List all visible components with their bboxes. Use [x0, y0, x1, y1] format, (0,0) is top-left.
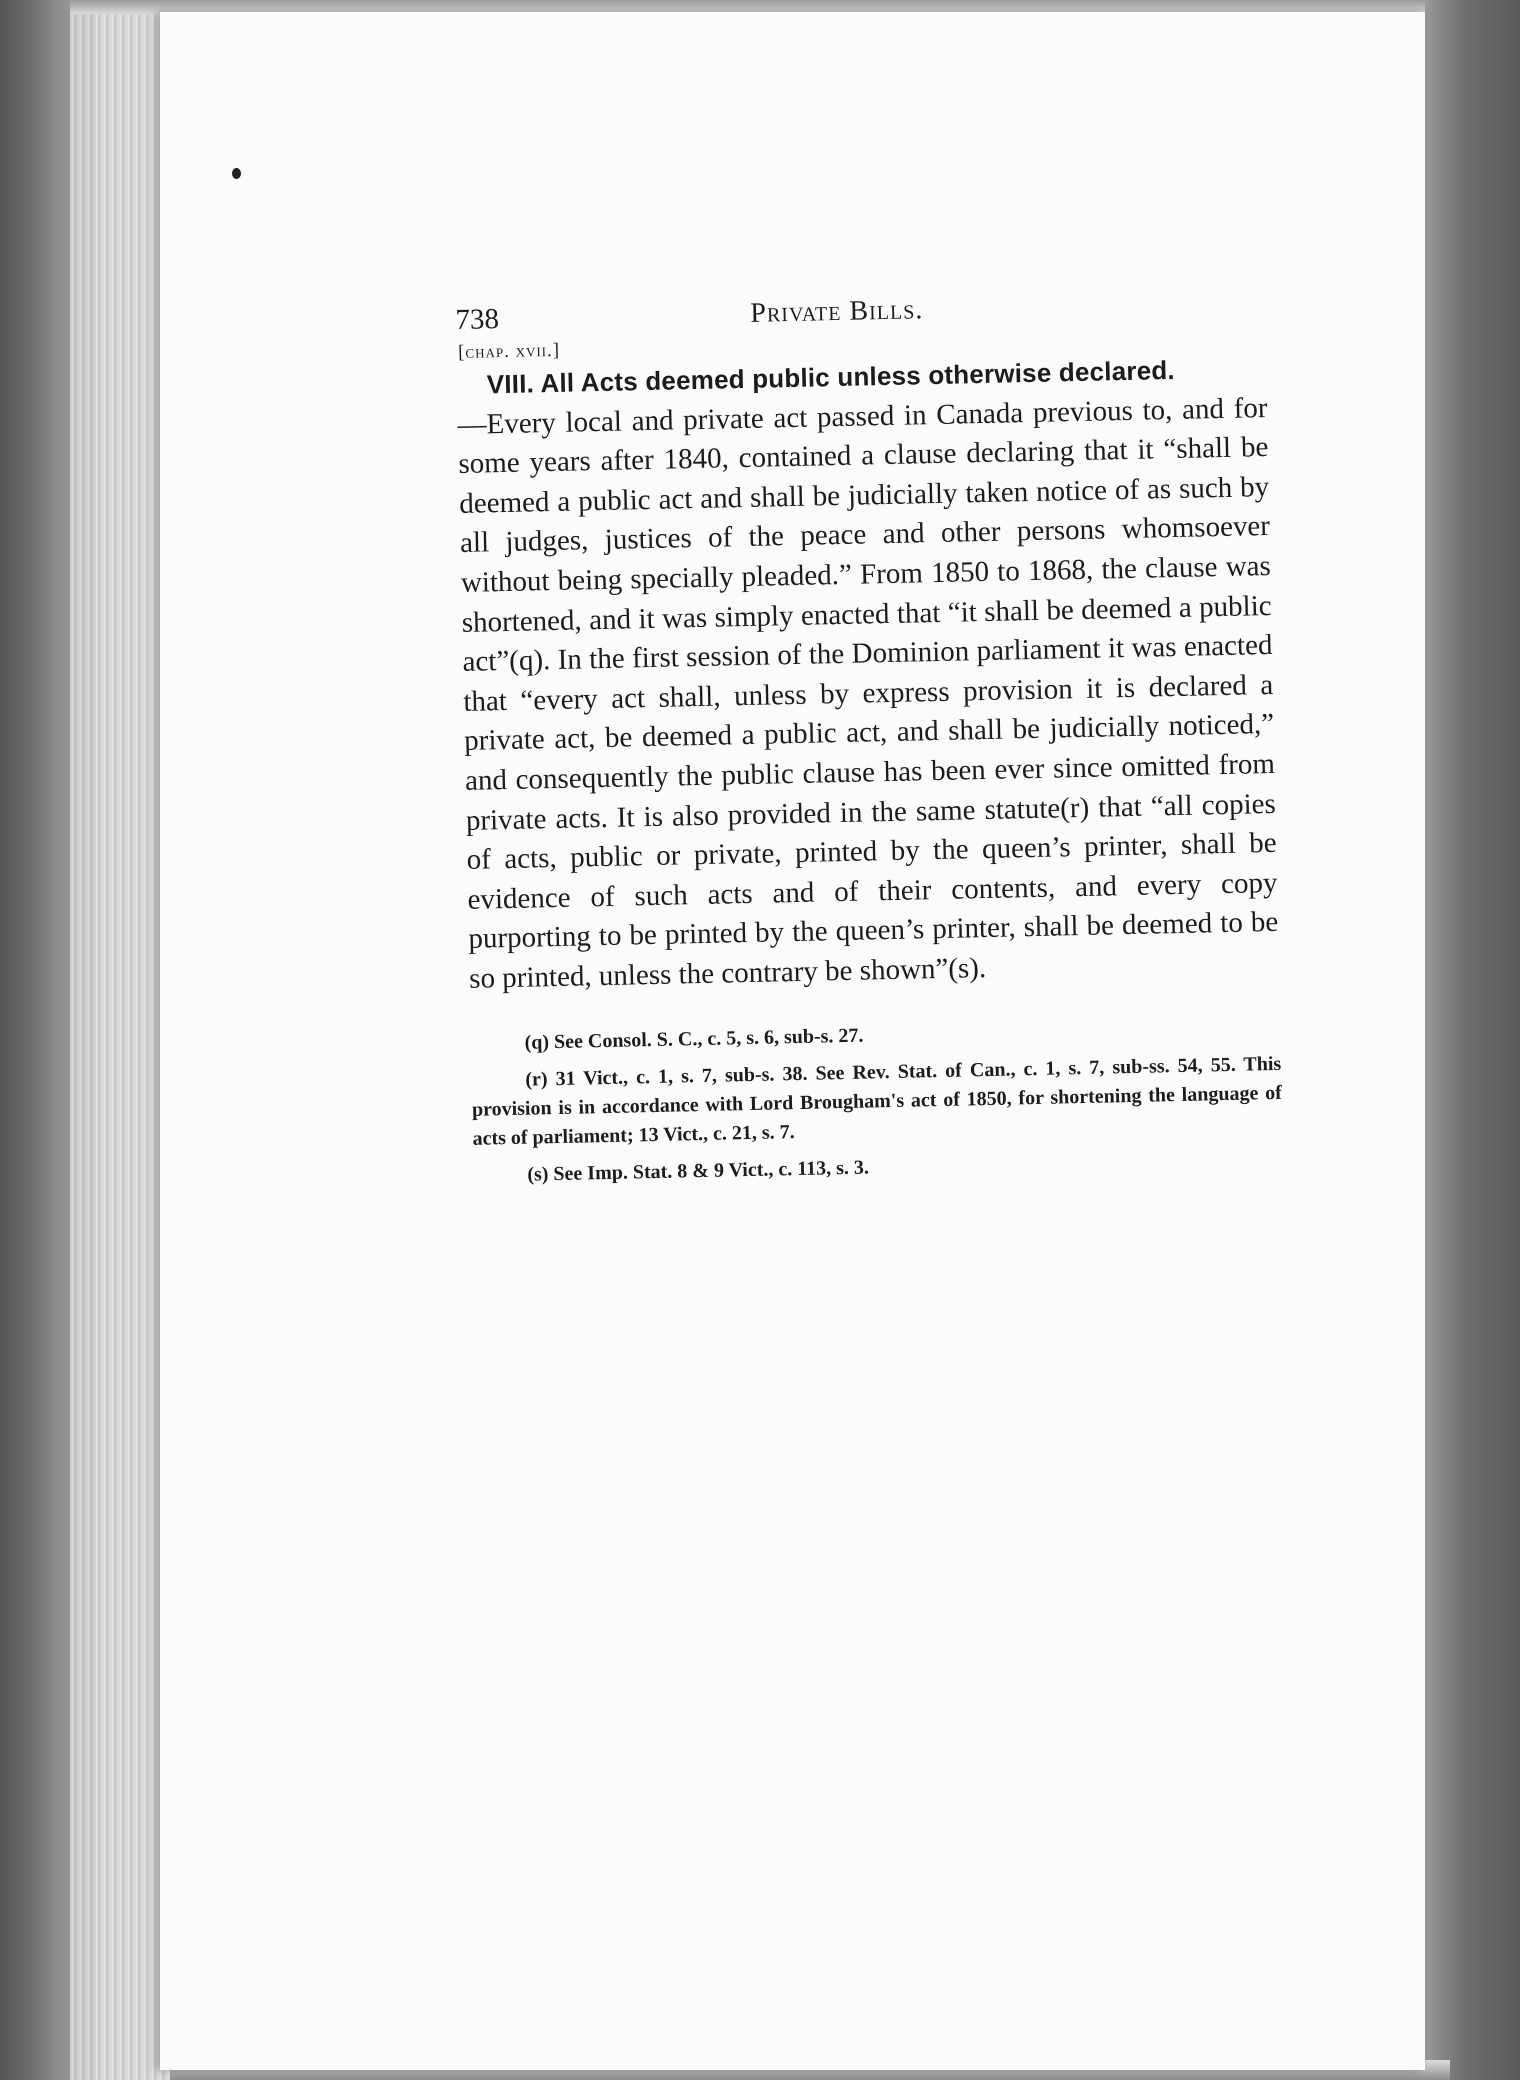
page-stack-edges: [70, 0, 170, 2080]
footnote-s: (s) See Imp. Stat. 8 & 9 Vict., c. 113, s. 3.: [527, 1156, 870, 1186]
text-block: [455, 283, 1284, 1198]
section-heading: VIII. All Acts deemed public unless otherwise declared.: [486, 354, 1176, 400]
running-title: Private Bills.: [750, 294, 924, 329]
footnote-q: (q) See Consol. S. C., c. 5, s. 6, sub-s. 27.: [524, 1024, 864, 1054]
footnote-r: (r) 31 Vict., c. 1, s. 7, sub-s. 38. See Rev. Stat. of Can., c. 1, s. 7, sub-ss. 54, 55. This provision is in accordance with Lord Brougham's act of 1850, for shortening the language of acts of parliament; 13 Vict., c. 21, s. 7.: [471, 1052, 1283, 1150]
page-number: 738: [455, 303, 500, 336]
section-paragraph: [456, 349, 1279, 999]
book-binding-right: [1425, 0, 1520, 2080]
section-body: —Every local and private act passed in Canada previous to, and for some years after 1840, contained a clause declaring that it “shall be deemed a public act and shall be judicially taken notice of as such by all judges, justices of the peace and other persons whomsoever without being specially pleaded.” From 1850 to 1868, the clause was shortened, and it was simply enacted that “it shall be deemed a public act”(q). In the first session of the Dominion parliament it was enacted that “every act shall, unless by express provision it is declared a private act, be deemed a public act, and shall be judicially noticed,” and consequently the public clause has been ever since omitted from private acts. It is also provided in the same statute(r) that “all copies of acts, public or private, printed by the queen’s printer, shall be evidence of such acts and of their contents, and every copy purporting to be printed by the queen’s printer, shall be deemed to be so printed, unless the contrary be shown”(s).: [457, 391, 1279, 995]
chapter-tag: [chap. xvii.]: [457, 339, 561, 363]
footnotes: [470, 1012, 1283, 1190]
ink-speck: [232, 168, 241, 179]
